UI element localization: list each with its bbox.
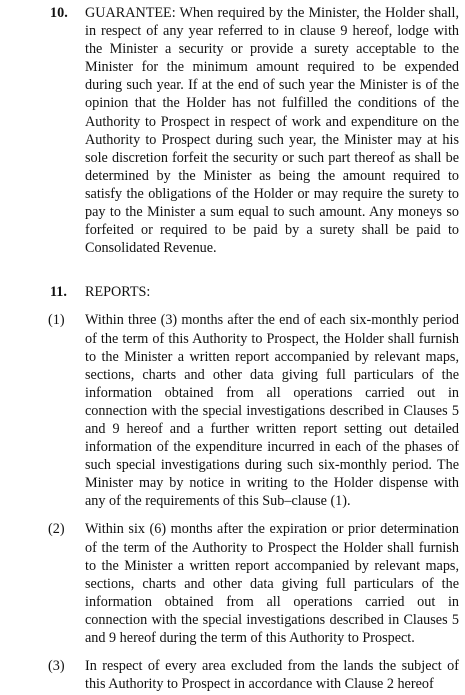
clause-number: 11.: [50, 284, 67, 301]
subclause-3: [0, 657, 465, 693]
subclause-2: [0, 520, 465, 647]
clause-11: [0, 283, 465, 301]
clause-10: [0, 4, 465, 257]
clause-number: 10.: [50, 5, 68, 21]
subclause-text: Within six (6) months after the expiration or prior determination of the term of the Authority to Prospect the Holder shall furnish to the Minister a written report accompanied by relevant maps, sections, charts and other data giving full particulars of the information obtained from all operations carried out in connection with the special investigations described in Clauses 5 and 9 hereof during the term of this Authority to Prospect.: [85, 521, 459, 646]
subclause-number: (2): [48, 521, 65, 538]
document-page: [0, 4, 465, 693]
subclause-number: (3): [48, 658, 65, 675]
subclause-1: [0, 311, 465, 510]
subclause-text: In respect of every area excluded from the lands the subject of this Authority to Prospect in accordance with Clause 2 hereof: [85, 658, 459, 693]
subclause-number: (1): [48, 312, 65, 329]
clause-heading: REPORTS:: [85, 284, 151, 301]
clause-text: GUARANTEE: When required by the Minister, the Holder shall, in respect of any year referred to in clause 9 hereof, lodge with the Minister a security or provide a surety acceptable to the Minister for the minimum amount required to be expended during such year. If at the end of such year the Minister is of the opinion that the Holder has not fulfilled the conditions of the Authority to Prospect in respect of work and expenditure on the Authority to Prospect during such year, the Minister may at his sole discretion forfeit the security or such part thereof as shall be determined by the Minister as being the amount required to satisfy the obligations of the Holder or may require the surety to pay to the Minister a sum equal to such amount. Any moneys so forfeited or required to be paid by a surety shall be paid to Consolidated Revenue.: [85, 5, 459, 257]
subclause-text: Within three (3) months after the end of each six-monthly period of the term of this Authority to Prospect, the Holder shall furnish to the Minister a written report accompanied by relevant maps, sections, charts and other data giving full particulars of the information obtained from all operations carried out in connection with the special investigations described in Clauses 5 and 9 hereof and a further written report setting out detailed information of the expenditure incurred in each of the phases of such special investigations during such six-monthly period. The Minister may by notice in writing to the Holder dispense with any of the requirements of this Sub–clause (1).: [85, 312, 459, 510]
